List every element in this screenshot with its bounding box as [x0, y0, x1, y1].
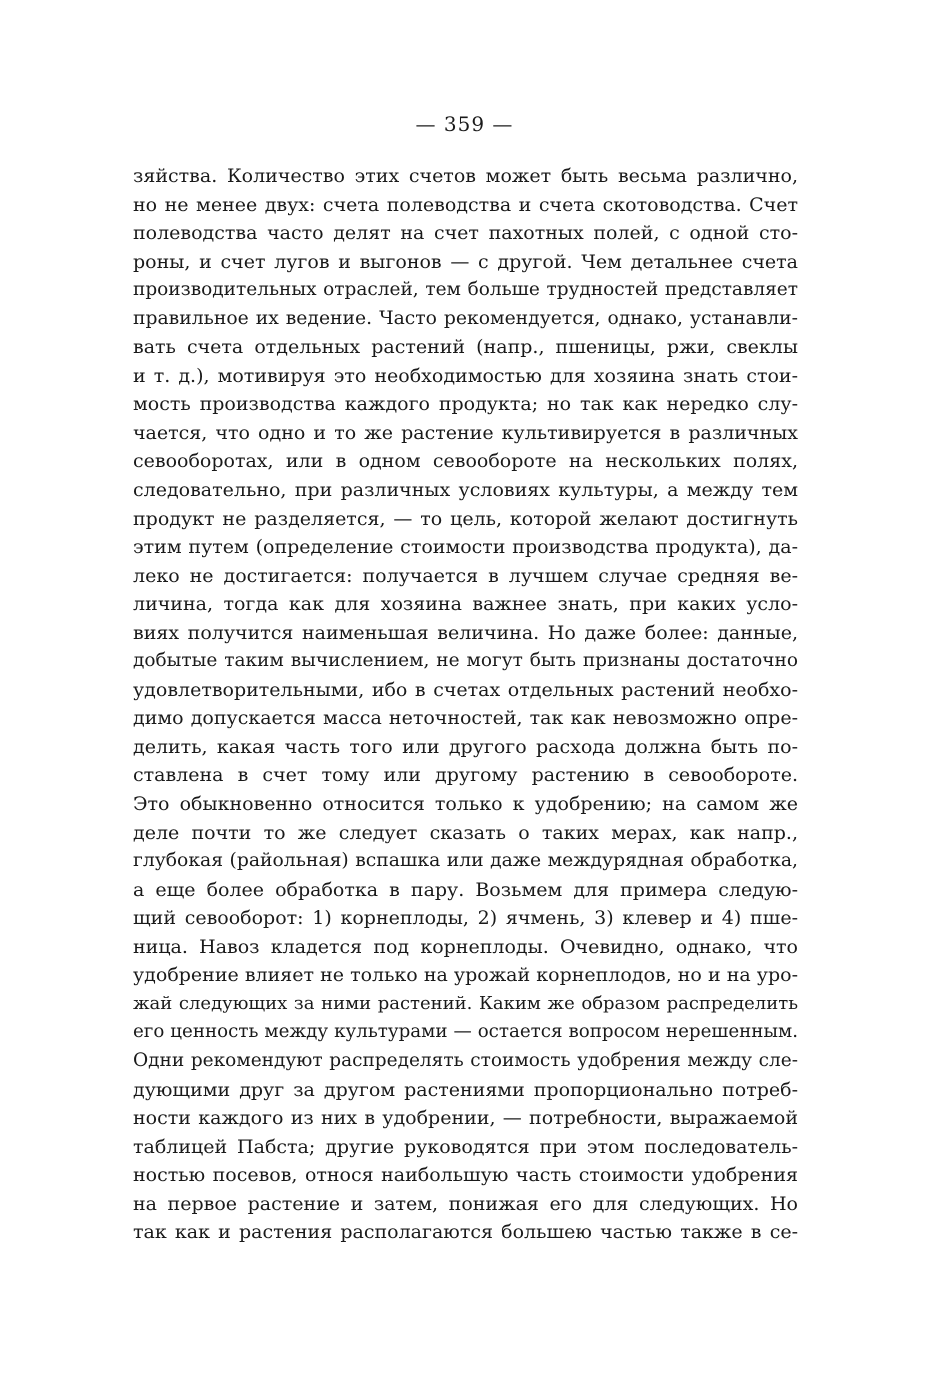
text-line: ставлена в счет тому или другому растению в севообороте.	[133, 764, 798, 787]
text-line: чается, что одно и то же растение культивируется в различных	[133, 421, 798, 444]
text-line: удовлетворительными, ибо в счетах отдельных растений необхо-	[133, 678, 798, 701]
text-line: этим путем (определение стоимости производства продукта), да-	[133, 536, 798, 559]
text-line: но не менее двух: счета полеводства и счета скотоводства. Счет	[133, 193, 798, 216]
text-line: правильное их ведение. Часто рекомендуется, однако, устанавли-	[133, 307, 798, 329]
text-line: зяйства. Количество этих счетов может быть весьма различно,	[133, 165, 798, 187]
page-number: — 359 —	[415, 112, 514, 136]
text-line: личина, тогда как для хозяина важнее знать, при каких усло-	[133, 593, 798, 616]
text-line: глубокая (райольная) вспашка или даже междурядная обработка,	[133, 850, 798, 872]
text-line: севооборотах, или в одном севообороте на нескольких полях,	[133, 450, 798, 473]
text-line: Это обыкновенно относится только к удобрению; на самом же	[133, 793, 798, 816]
text-line: таблицей Пабста; другие руководятся при этом последователь-	[133, 1135, 798, 1158]
text-line: димо допускается масса неточностей, так как невозможно опре-	[133, 707, 798, 730]
text-line: так как и растения располагаются большею частью также в се-	[133, 1221, 798, 1244]
text-line: следовательно, при различных условиях культуры, а между тем	[133, 479, 798, 502]
text-line: на первое растение и затем, понижая его для следующих. Но	[133, 1192, 798, 1215]
body-text	[133, 162, 798, 1247]
text-line: роны, и счет лугов и выгонов — с другой. Чем детальнее счета	[133, 250, 798, 273]
text-line: жай следующих за ними растений. Каким же образом распределить	[133, 992, 798, 1014]
text-line: щий севооборот: 1) корнеплоды, 2) ячмень, 3) клевер и 4) пше-	[133, 907, 798, 930]
text-line: вать счета отдельных растений (напр., пшеницы, ржи, свеклы	[133, 336, 798, 359]
text-line: добытые таким вычислением, не могут быть признаны достаточно	[133, 650, 798, 672]
text-line: виях получится наименьшая величина. Но даже более: данные,	[133, 621, 798, 644]
text-line: деле почти то же следует сказать о таких мерах, как напр.,	[133, 821, 798, 844]
text-line: удобрение влияет не только на урожай корнеплодов, но и на уро-	[133, 964, 798, 987]
text-line: мость производства каждого продукта; но так как нередко слу-	[133, 393, 798, 416]
text-line: дующими друг за другом растениями пропорционально потреб-	[133, 1078, 798, 1101]
text-line: а еще более обработка в пару. Возьмем для примера следую-	[133, 878, 798, 901]
text-line: производительных отраслей, тем больше трудностей представляет	[133, 279, 798, 301]
text-line: ности каждого из них в удобрении, — потребности, выражаемой	[133, 1107, 798, 1130]
text-line: Одни рекомендуют распределять стоимость удобрения между сле-	[133, 1049, 798, 1071]
text-line: и т. д.), мотивируя это необходимостью для хозяина знать стои-	[133, 364, 798, 387]
text-line: его ценность между культурами — остается вопросом нерешенным.	[133, 1021, 798, 1043]
text-line: ница. Навоз кладется под корнеплоды. Очевидно, однако, что	[133, 935, 798, 958]
text-line: леко не достигается: получается в лучшем случае средняя ве-	[133, 564, 798, 587]
text-line: ностью посевов, относя наибольшую часть стоимости удобрения	[133, 1164, 798, 1187]
text-line: продукт не разделяется, — то цель, которой желают достигнуть	[133, 507, 798, 530]
text-line: делить, какая часть того или другого расхода должна быть по-	[133, 735, 798, 758]
text-line: полеводства часто делят на счет пахотных полей, с одной сто-	[133, 222, 798, 245]
